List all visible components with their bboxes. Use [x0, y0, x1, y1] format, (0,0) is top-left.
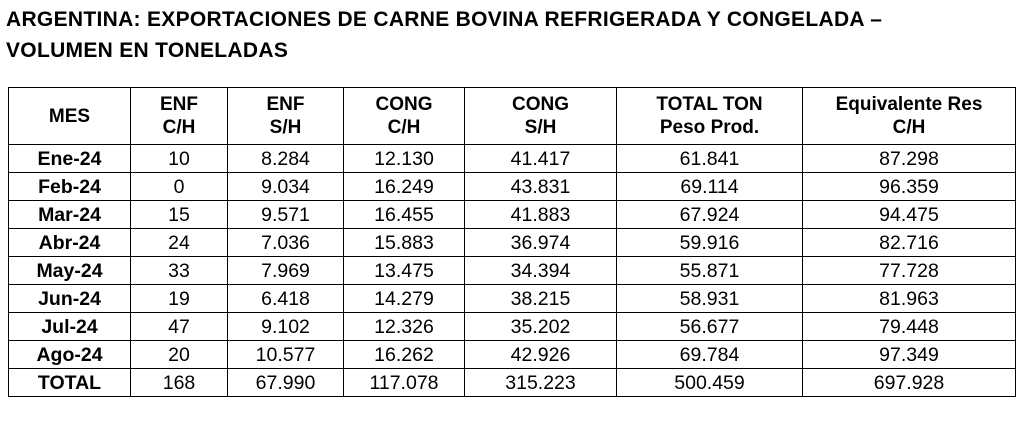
cell-cong-ch: 16.455 [344, 201, 465, 229]
cell-mes: Jul-24 [9, 313, 131, 341]
cell-cong-ch: 14.279 [344, 285, 465, 313]
cell-equiv: 82.716 [803, 229, 1016, 257]
cell-enf-sh: 9.034 [228, 173, 344, 201]
cell-total: 59.916 [617, 229, 803, 257]
title-line-1: ARGENTINA: EXPORTACIONES DE CARNE BOVINA REFRIGERADA Y CONGELADA – [6, 8, 883, 31]
cell-cong-sh: 36.974 [465, 229, 617, 257]
cell-total: 69.784 [617, 341, 803, 369]
cell-equiv: 697.928 [803, 369, 1016, 397]
table-row [9, 173, 1016, 201]
cell-enf-ch: 15 [131, 201, 228, 229]
cell-cong-sh: 35.202 [465, 313, 617, 341]
header-enf-ch: ENF C/H [131, 88, 228, 145]
cell-enf-ch: 10 [131, 145, 228, 173]
header-cong-sh: CONG S/H [465, 88, 617, 145]
cell-cong-sh: 43.831 [465, 173, 617, 201]
cell-enf-ch: 33 [131, 257, 228, 285]
cell-mes: Feb-24 [9, 173, 131, 201]
cell-cong-ch: 13.475 [344, 257, 465, 285]
header-equivalente-res: Equivalente Res C/H [803, 88, 1016, 145]
table-row [9, 145, 1016, 173]
cell-enf-ch: 24 [131, 229, 228, 257]
cell-equiv: 94.475 [803, 201, 1016, 229]
cell-cong-sh: 42.926 [465, 341, 617, 369]
cell-enf-ch: 19 [131, 285, 228, 313]
cell-total: 61.841 [617, 145, 803, 173]
header-mes: MES [9, 88, 131, 145]
cell-equiv: 81.963 [803, 285, 1016, 313]
table-row [9, 285, 1016, 313]
cell-enf-sh: 9.571 [228, 201, 344, 229]
cell-cong-sh: 315.223 [465, 369, 617, 397]
cell-enf-sh: 67.990 [228, 369, 344, 397]
cell-cong-ch: 15.883 [344, 229, 465, 257]
cell-cong-sh: 41.883 [465, 201, 617, 229]
cell-total: 56.677 [617, 313, 803, 341]
header-total-ton: TOTAL TON Peso Prod. [617, 88, 803, 145]
title-line-2: VOLUMEN EN TONELADAS [6, 39, 289, 62]
cell-equiv: 96.359 [803, 173, 1016, 201]
exports-table [8, 87, 1016, 397]
cell-enf-sh: 10.577 [228, 341, 344, 369]
table-row [9, 201, 1016, 229]
cell-enf-sh: 7.036 [228, 229, 344, 257]
cell-equiv: 97.349 [803, 341, 1016, 369]
cell-enf-sh: 8.284 [228, 145, 344, 173]
cell-mes: Abr-24 [9, 229, 131, 257]
cell-cong-ch: 16.249 [344, 173, 465, 201]
header-enf-sh: ENF S/H [228, 88, 344, 145]
cell-cong-ch: 12.130 [344, 145, 465, 173]
cell-cong-ch: 12.326 [344, 313, 465, 341]
cell-cong-sh: 34.394 [465, 257, 617, 285]
cell-equiv: 87.298 [803, 145, 1016, 173]
table-row [9, 257, 1016, 285]
cell-enf-sh: 9.102 [228, 313, 344, 341]
cell-mes: Jun-24 [9, 285, 131, 313]
cell-enf-ch: 47 [131, 313, 228, 341]
page-title [6, 4, 1016, 66]
cell-cong-ch: 117.078 [344, 369, 465, 397]
header-cong-ch: CONG C/H [344, 88, 465, 145]
cell-cong-ch: 16.262 [344, 341, 465, 369]
cell-mes: Ene-24 [9, 145, 131, 173]
cell-equiv: 77.728 [803, 257, 1016, 285]
total-row [9, 369, 1016, 397]
cell-enf-sh: 7.969 [228, 257, 344, 285]
cell-equiv: 79.448 [803, 313, 1016, 341]
cell-total: 69.114 [617, 173, 803, 201]
cell-enf-ch: 0 [131, 173, 228, 201]
cell-total: 67.924 [617, 201, 803, 229]
cell-total: 58.931 [617, 285, 803, 313]
cell-total: 55.871 [617, 257, 803, 285]
table-row [9, 313, 1016, 341]
cell-cong-sh: 41.417 [465, 145, 617, 173]
cell-total: 500.459 [617, 369, 803, 397]
cell-mes: TOTAL [9, 369, 131, 397]
cell-enf-sh: 6.418 [228, 285, 344, 313]
header-row [9, 88, 1016, 145]
cell-cong-sh: 38.215 [465, 285, 617, 313]
table-row [9, 229, 1016, 257]
cell-enf-ch: 20 [131, 341, 228, 369]
cell-mes: May-24 [9, 257, 131, 285]
cell-enf-ch: 168 [131, 369, 228, 397]
cell-mes: Mar-24 [9, 201, 131, 229]
table-row [9, 341, 1016, 369]
cell-mes: Ago-24 [9, 341, 131, 369]
